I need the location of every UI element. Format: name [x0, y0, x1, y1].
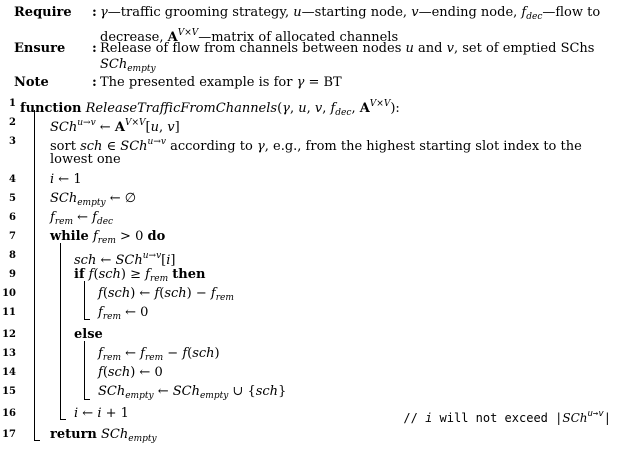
code-line-17: 17 return SCh$_{empty}$: [2, 427, 157, 444]
ensure-label: Ensure: [14, 41, 66, 56]
code-line-15: 15 SCh$_{empty}$ ← SCh$_{empty}$ ∪ {sch}: [2, 384, 287, 401]
code-line-10: 10 f(sch) ← $f(sch) - f_{rem}$: [2, 286, 234, 303]
code-line-13: 13 $f_{rem}$ ← $f_{rem} - f(sch)$: [2, 346, 220, 363]
require-text: γ—traffic grooming strategy, u—starting node, v—ending node, $f_{dec}—flow$ to decrease, $A^{V\times V}—matrix$ of allocated channels: [100, 5, 601, 45]
code-line-16: 16 i ← i + 1 // i will not exceed |SCh$^{u\to v}$|: [0, 403, 617, 425]
code-line-2: 2 SCh$^{u\to v}$ ← $A^{V\times V}[u$, v]: [9, 117, 180, 135]
code-line-12: 12 else: [2, 327, 103, 342]
while-scope-bar-end: [60, 419, 66, 420]
code-line-7: 7 while $f_{rem} > 0$ do: [9, 229, 166, 246]
function-scope-bar: [34, 110, 35, 440]
code-line-11: 11 $f_{rem}$ ← 0: [2, 305, 149, 322]
note-label: Note: [14, 75, 49, 90]
code-line-3: 3 sort sch ∈ SCh$^{u\to v}$ according to γ, e.g., from the highest starting slot index to the lowest one: [9, 136, 582, 167]
code-line-14: 14 f(sch) ← 0: [2, 365, 163, 380]
note-text: The presented example is for γ = BT: [100, 75, 342, 90]
code-line-6: 6 $f_{rem}$ ← $f_{dec}$: [9, 210, 114, 227]
code-line-8: 8 sch ← SCh$^{u\to v}$[i]: [9, 250, 176, 268]
code-comment: // i will not exceed |SCh$^{u\to v}$|: [403, 409, 611, 425]
code-line-5: 5 SCh$_{empty}$ ← ∅: [9, 191, 137, 208]
ensure-row: Ensure : Release of flow from channels between nodes u and v, set of emptied SChs SCh$_{empty}$: [0, 38, 617, 72]
require-label: Require: [14, 5, 72, 20]
function-scope-bar-end: [34, 440, 40, 441]
else-scope-bar-end: [84, 399, 90, 400]
note-row: Note : The presented example is for γ = BT: [0, 72, 617, 94]
code-line-4: 4 i ← 1: [9, 172, 82, 187]
require-row: Require : γ—traffic grooming strategy, u—starting node, v—ending node, $f_{dec}—flow$ to decrease, $A^{V\times V}—matrix$ of allocated channels: [0, 2, 617, 36]
then-scope-bar-end: [84, 319, 90, 320]
then-scope-bar: [84, 281, 85, 319]
ensure-text: Release of flow from channels between nodes u and v, set of emptied SChs SCh$_{empty}$: [100, 41, 595, 74]
code-line-1: 1 function ReleaseTrafficFromChannels(γ, u, v, $f_{dec}$, $A^{V\times V}$):: [9, 98, 400, 118]
while-scope-bar: [60, 243, 61, 419]
else-scope-bar: [84, 341, 85, 399]
code-line-9: 9 if $f(sch) \ge f_{rem}$ then: [9, 267, 206, 284]
